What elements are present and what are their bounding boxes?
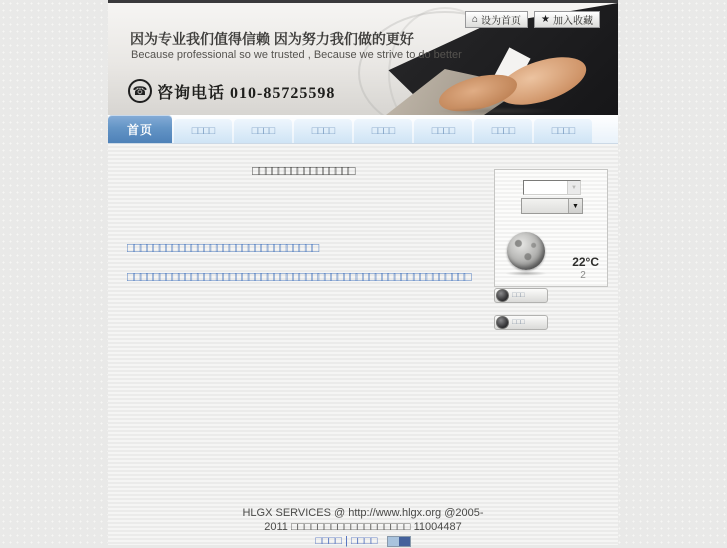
qq-avatar-icon [496, 316, 509, 329]
nav-tab-7[interactable]: □□□□ [474, 119, 532, 143]
phone-icon: ☎ [128, 79, 152, 103]
footer-links-line [108, 534, 618, 548]
footer-link-divider: | [345, 535, 348, 547]
nav-tab-home[interactable]: 首页 [108, 115, 172, 143]
main-content [127, 163, 479, 285]
content-column [108, 0, 618, 545]
header-quick-buttons [465, 11, 600, 28]
slogan-english: Because professional so we trusted , Because we strive to do better [131, 49, 462, 61]
nav-tab-6[interactable]: □□□□ [414, 119, 472, 143]
online-service-label-1: □□□ [512, 292, 525, 299]
main-nav [108, 115, 618, 144]
temperature-value: 22°C [572, 255, 599, 269]
qq-avatar-icon [496, 289, 509, 302]
footer-icp-line: 2011 □□□□□□□□□□□□□□□□□□ 11004487 [264, 521, 462, 533]
footer-link-2[interactable]: □□□□ [350, 535, 378, 547]
home-icon: ⌂ [471, 13, 479, 25]
online-service-label-2: □□□ [512, 319, 525, 326]
footer-copyright-line1: HLGX SERVICES @ http://www.hlgx.org @2005- [242, 507, 484, 519]
chevron-down-icon: ▼ [568, 199, 582, 213]
moon-shadow [505, 271, 547, 276]
footer [108, 506, 618, 548]
intro-paragraph: □□□□□□□□□□□□□□□□□□□□□□□□□□□□□□□□□□□□□□□□□□□□□□□□□□□□□□ [127, 269, 471, 284]
weather-city-select[interactable] [521, 198, 583, 214]
add-favorite-button[interactable] [534, 11, 600, 28]
intro-line: □□□□□□□□□□□□□□□□□□□□□□□□□□□□□□ [127, 240, 318, 255]
footer-link-1[interactable]: □□□□ [315, 535, 342, 547]
page-title: □□□□□□□□□□□□□□□□ [252, 163, 354, 178]
add-favorite-label: 加入收藏 [553, 16, 593, 27]
chevron-down-icon: ▼ [567, 181, 580, 194]
set-homepage-button[interactable] [465, 11, 528, 28]
handshake-photo-shadow [438, 107, 558, 115]
weather-region-combobox[interactable] [523, 180, 581, 195]
moon-icon [507, 232, 545, 270]
nav-tab-4[interactable]: □□□□ [294, 119, 352, 143]
phone-row [128, 79, 335, 103]
temperature-sub-value: 2 [580, 270, 586, 281]
weather-widget [494, 169, 608, 287]
nav-tab-3[interactable]: □□□□ [234, 119, 292, 143]
set-homepage-label: 设为首页 [481, 16, 522, 27]
nav-tab-2[interactable]: □□□□ [174, 119, 232, 143]
online-service-button-1[interactable] [494, 288, 548, 303]
nav-tab-5[interactable]: □□□□ [354, 119, 412, 143]
star-icon: ★ [541, 13, 550, 25]
online-service-button-2[interactable] [494, 315, 548, 330]
slogan-chinese: 因为专业我们值得信赖 因为努力我们做的更好 [130, 31, 414, 47]
header-banner [108, 3, 618, 116]
phone-number: 咨询电话 010-85725598 [157, 84, 336, 102]
nav-tab-8[interactable]: □□□□ [534, 119, 592, 143]
